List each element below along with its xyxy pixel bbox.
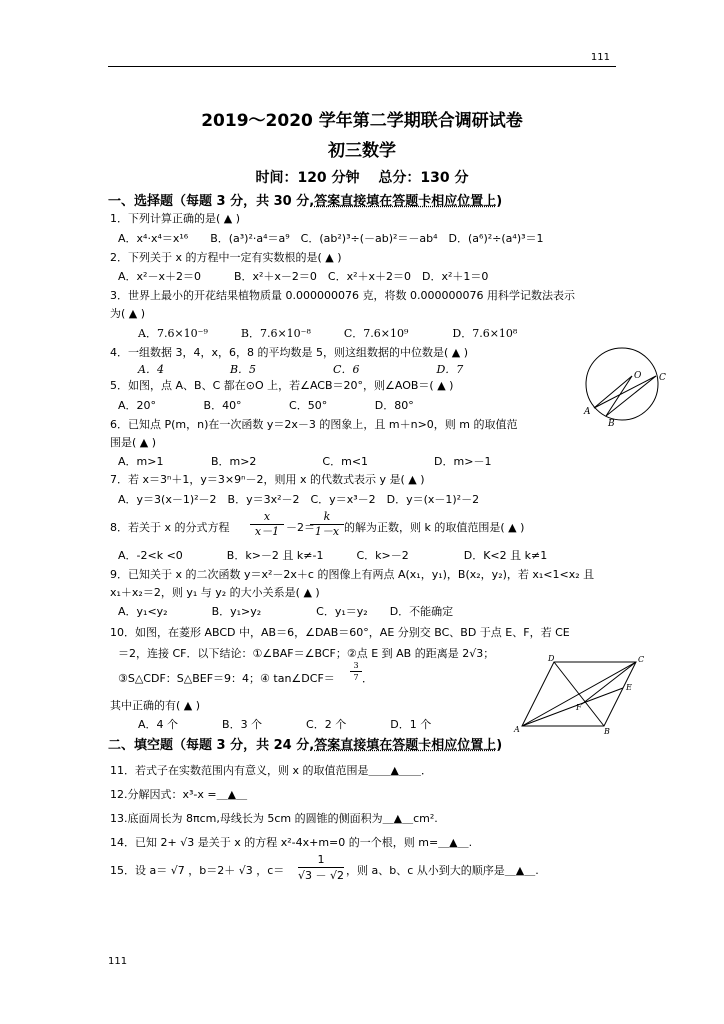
- q9-stem: 9．已知关于 x 的二次函数 y＝x²－2x＋c 的图像上有两点 A(x₁，y₁)，B(x₂，y₂)，若 x₁<1<x₂ 且: [110, 568, 595, 581]
- header-page-number: 111: [590, 52, 610, 63]
- q5-options: A．20° B．40° C．50° D．80°: [118, 399, 414, 412]
- q1-options: A．x⁴·x⁴＝x¹⁶ B．(a³)²·a⁴＝a⁹ C．(ab²)³÷(－ab)²＝－ab⁴ D．(a⁶)²÷(a⁴)³＝1: [118, 232, 544, 245]
- q5-label-c: C: [659, 373, 666, 383]
- q2-stem: 2．下列关于 x 的方程中一定有实数根的是( ▲ ): [110, 251, 342, 264]
- q9-options: A．y₁<y₂ B．y₁>y₂ C．y₁＝y₂ D．不能确定: [118, 605, 454, 618]
- q10-stem-3: ③S△CDF：S△BEF＝9：4；④ tan∠DCF＝: [118, 672, 335, 685]
- q7-stem: 7．若 x＝3ⁿ＋1，y＝3×9ⁿ－2，则用 x 的代数式表示 y 是( ▲ ): [110, 473, 425, 486]
- q10-label-e: E: [626, 683, 632, 692]
- footer-page-number: 111: [108, 956, 128, 967]
- q7-options: A．y＝3(x－1)²－2 B．y＝3x²－2 C．y＝x³－2 D．y＝(x－1)²－2: [118, 493, 480, 506]
- q14: 14．已知 2+ √3 是关于 x 的方程 x²-4x+m=0 的一个根，则 m=＿▲＿.: [110, 836, 473, 849]
- q4-options: A．4 B．5 C．6 D．7: [138, 363, 464, 376]
- q10-tan-fraction: 3 7: [350, 660, 362, 683]
- q8-pre: 8．若关于 x 的分式方程: [110, 521, 230, 534]
- q1-stem: 1．下列计算正确的是( ▲ ): [110, 212, 241, 225]
- q10-stem-4: 其中正确的有( ▲ ): [110, 699, 201, 712]
- exam-subject: 初三数学: [328, 141, 396, 161]
- q6-stem-cont: 围是( ▲ ): [110, 436, 157, 449]
- q3-stem-cont: 为( ▲ ): [110, 307, 146, 320]
- q10-label-a: A: [514, 725, 520, 734]
- q8-mid: －2＝: [286, 521, 315, 534]
- q10-label-d: D: [548, 654, 555, 663]
- q3-stem: 3．世界上最小的开花结果植物质量 0.000000076 克，将数 0.000000076 用科学记数法表示: [110, 289, 575, 302]
- q5-label-b: B: [608, 419, 615, 429]
- q6-stem: 6．已知点 P(m，n)在一次函数 y＝2x－3 的图象上，且 m＋n>0，则 m 的取值范: [110, 418, 518, 431]
- q6-options: A．m>1 B．m>2 C．m<1 D．m>－1: [118, 455, 492, 468]
- q2-options: A．x²－x＋2＝0 B．x²＋x－2＝0 C．x²＋x＋2＝0 D．x²＋1＝0: [118, 270, 489, 283]
- exam-title: 2019～2020 学年第二学期联合调研试卷: [201, 111, 523, 131]
- q15-pre: 15．设 a＝ √7 ，b＝2＋ √3 ，c＝: [110, 864, 285, 877]
- q12: 12.分解因式：x³-x =＿▲＿: [110, 788, 248, 801]
- q9-stem-cont: x₁＋x₂＝2，则 y₁ 与 y₂ 的大小关系是( ▲ ): [110, 586, 320, 599]
- q15-post: ，则 a、b、c 从小到大的顺序是＿▲＿.: [346, 864, 539, 877]
- time-score-line: 时间：120 分钟 总分：130 分: [255, 170, 469, 186]
- q11: 11．若式子在实数范围内有意义，则 x 的取值范围是＿＿▲＿＿．: [110, 764, 432, 777]
- q10-label-f: F: [576, 703, 582, 712]
- q15-fraction: 1 √3 － √2: [298, 853, 345, 882]
- q8-options: A．-2<k <0 B．k>－2 且 k≠-1 C．k>－2 D．K<2 且 k≠1: [118, 549, 548, 562]
- section-1-heading: 一、选择题（每题 3 分，共 30 分,答案直接填在答题卡相应位置上): [108, 194, 503, 209]
- q13: 13.底面周长为 8πcm,母线长为 5cm 的圆锥的侧面积为＿▲＿cm².: [110, 812, 438, 825]
- q5-stem: 5．如图，点 A、B、C 都在⊙O 上，若∠ACB＝20°，则∠AOB＝( ▲ ): [110, 379, 454, 392]
- q10-stem-3-end: ．: [362, 672, 373, 685]
- q3-options: A．7.6×10⁻⁹ B．7.6×10⁻⁸ C．7.6×10⁹ D．7.6×10⁸: [138, 327, 518, 340]
- q5-circle-figure: [572, 344, 676, 430]
- q10-rhombus-figure: [512, 652, 652, 736]
- q8-fraction-1: x x－1: [250, 510, 284, 539]
- q8-post: 的解为正数，则 k 的取值范围是( ▲ ): [344, 521, 525, 534]
- q10-options: A．4 个 B．3 个 C．2 个 D．1 个: [138, 718, 432, 731]
- q5-label-o: O: [634, 371, 642, 381]
- q10-stem: 10．如图，在菱形 ABCD 中，AB＝6，∠DAB＝60°，AE 分别交 BC、BD 于点 E、F，若 CE: [110, 626, 570, 639]
- q5-label-a: A: [584, 407, 591, 417]
- q10-label-b: B: [604, 727, 610, 736]
- q8-fraction-2: k 1－x: [310, 510, 344, 539]
- section-2-heading: 二、填空题（每题 3 分，共 24 分,答案直接填在答题卡相应位置上): [108, 738, 503, 753]
- q4-stem: 4．一组数据 3，4，x，6，8 的平均数是 5，则这组数据的中位数是( ▲ ): [110, 346, 469, 359]
- header-rule: [108, 66, 616, 67]
- q10-label-c: C: [638, 655, 645, 664]
- q10-stem-2: ＝2，连接 CF．以下结论：①∠BAF＝∠BCF；②点 E 到 AB 的距离是 2√3；: [118, 647, 495, 660]
